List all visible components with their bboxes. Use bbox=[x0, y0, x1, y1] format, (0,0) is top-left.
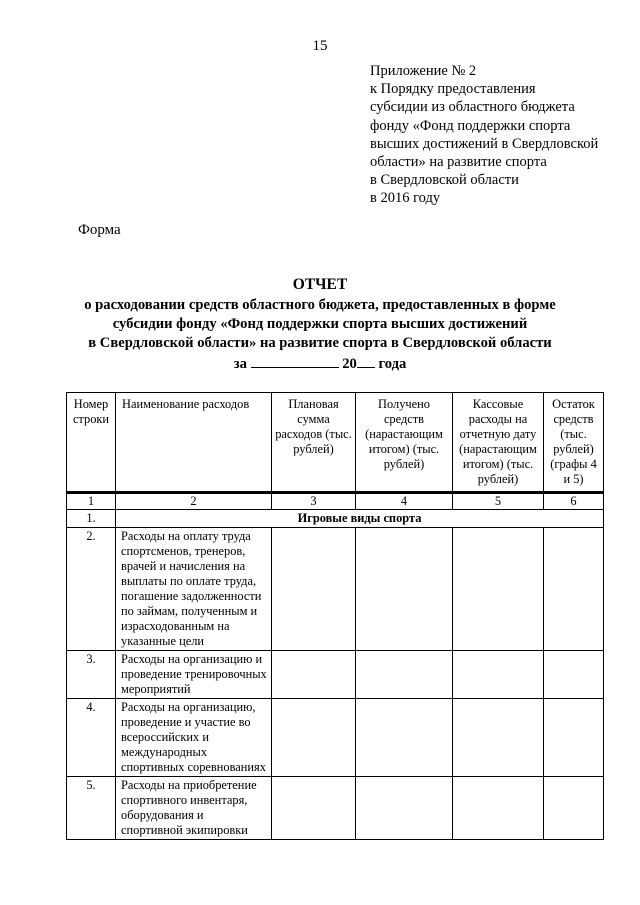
planned-sum-cell[interactable] bbox=[272, 777, 356, 840]
planned-sum-cell[interactable] bbox=[272, 651, 356, 699]
received-funds-cell[interactable] bbox=[356, 777, 453, 840]
cash-expenses-cell[interactable] bbox=[453, 699, 544, 777]
report-table bbox=[66, 392, 604, 840]
section-title: Игровые виды спорта bbox=[116, 510, 604, 528]
report-subtitle-line: о расходовании средств областного бюджета, предоставленных в форме bbox=[84, 297, 556, 313]
report-period bbox=[0, 353, 640, 374]
table-row bbox=[67, 777, 604, 840]
section-row bbox=[67, 510, 604, 528]
expense-name: Расходы на приобретение спортивного инвентаря, оборудования и спортивной экипировки bbox=[116, 777, 272, 840]
column-number: 6 bbox=[544, 494, 604, 510]
year-blank-field[interactable] bbox=[357, 353, 375, 368]
header-balance: Остаток средств (тыс. рублей) (графы 4 и 5) bbox=[544, 393, 604, 493]
report-subtitle-line: субсидии фонду «Фонд поддержки спорта высших достижений bbox=[112, 316, 528, 332]
cash-expenses-cell[interactable] bbox=[453, 528, 544, 651]
period-year-prefix: 20 bbox=[342, 356, 357, 372]
period-blank-field[interactable] bbox=[251, 353, 339, 368]
expense-name: Расходы на организацию и проведение тренировочных мероприятий bbox=[116, 651, 272, 699]
header-received-funds: Получено средств (нарастающим итогом) (тыс. рублей) bbox=[356, 393, 453, 493]
section-number: 1. bbox=[67, 510, 116, 528]
report-title: ОТЧЕТ bbox=[292, 276, 348, 293]
received-funds-cell[interactable] bbox=[356, 528, 453, 651]
header-row-number: Номер строки bbox=[67, 393, 116, 493]
period-suffix: года bbox=[378, 356, 407, 372]
table-header-row bbox=[67, 393, 604, 493]
period-prefix: за bbox=[233, 356, 247, 372]
appendix-line: в 2016 году bbox=[370, 190, 441, 207]
received-funds-cell[interactable] bbox=[356, 699, 453, 777]
column-number: 5 bbox=[453, 494, 544, 510]
balance-cell[interactable] bbox=[544, 528, 604, 651]
row-number: 2. bbox=[67, 528, 116, 651]
header-planned-sum: Плановая сумма расходов (тыс. рублей) bbox=[272, 393, 356, 493]
appendix-line: субсидии из областного бюджета bbox=[370, 99, 575, 116]
table-row bbox=[67, 528, 604, 651]
table-row bbox=[67, 699, 604, 777]
balance-cell[interactable] bbox=[544, 777, 604, 840]
form-label: Форма bbox=[78, 222, 121, 238]
column-number: 2 bbox=[116, 494, 272, 510]
appendix-line: к Порядку предоставления bbox=[370, 81, 536, 98]
appendix-line: высших достижений в Свердловской bbox=[370, 135, 599, 152]
appendix-line: в Свердловской области bbox=[370, 172, 519, 189]
column-number: 3 bbox=[272, 494, 356, 510]
planned-sum-cell[interactable] bbox=[272, 699, 356, 777]
expense-name: Расходы на организацию, проведение и участие во всероссийских и международных спортивных соревнованиях bbox=[116, 699, 272, 777]
row-number: 3. bbox=[67, 651, 116, 699]
column-number: 1 bbox=[67, 494, 116, 510]
header-cash-expenses: Кассовые расходы на отчетную дату (нарастающим итогом) (тыс. рублей) bbox=[453, 393, 544, 493]
page-number: 15 bbox=[312, 38, 328, 54]
column-number-row bbox=[67, 494, 604, 510]
balance-cell[interactable] bbox=[544, 699, 604, 777]
expense-name: Расходы на оплату труда спортсменов, тренеров, врачей и начисления на выплаты по оплате труда, погашение задолженности по займам, полученным и израсходованным на указанные цели bbox=[116, 528, 272, 651]
cash-expenses-cell[interactable] bbox=[453, 651, 544, 699]
appendix-block bbox=[370, 62, 635, 208]
report-title-block bbox=[0, 275, 640, 374]
appendix-line: Приложение № 2 bbox=[370, 63, 477, 79]
cash-expenses-cell[interactable] bbox=[453, 777, 544, 840]
appendix-line: фонду «Фонд поддержки спорта bbox=[370, 117, 571, 134]
balance-cell[interactable] bbox=[544, 651, 604, 699]
received-funds-cell[interactable] bbox=[356, 651, 453, 699]
header-expense-name: Наименование расходов bbox=[116, 393, 272, 493]
appendix-line: области» на развитие спорта bbox=[370, 154, 547, 171]
report-subtitle-line: в Свердловской области» на развитие спорта в Свердловской области bbox=[88, 335, 552, 351]
column-number: 4 bbox=[356, 494, 453, 510]
table-row bbox=[67, 651, 604, 699]
row-number: 5. bbox=[67, 777, 116, 840]
planned-sum-cell[interactable] bbox=[272, 528, 356, 651]
row-number: 4. bbox=[67, 699, 116, 777]
